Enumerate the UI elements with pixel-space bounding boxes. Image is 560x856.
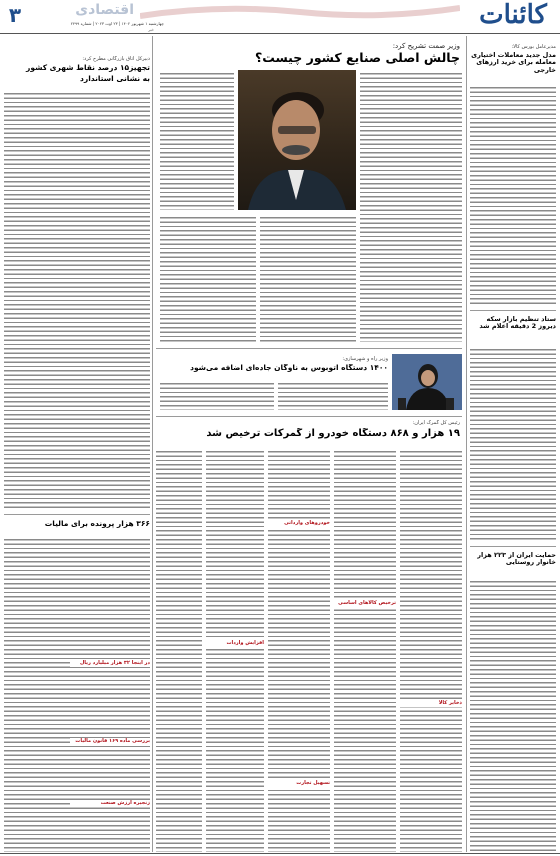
main-headline: چالش اصلی صنایع کشور چیست؟ [254, 51, 460, 65]
customs-story-body [400, 448, 462, 852]
customs-story-body [206, 448, 264, 852]
section-title: اقتصادی [75, 2, 134, 18]
customs-headline: ۱۹ هزار و ۸۶۸ دستگاه خودرو از گمرکات ترخیص شد [206, 428, 460, 439]
left-subhead: بررسی ماده ۱۶۹ قانون مالیات [70, 738, 150, 745]
main-story-body [360, 70, 462, 342]
right-story2-body [470, 346, 556, 542]
date-line: چهارشنبه ۱ شهریور ۱۴۰۲ | ۲۳ اوت ۲۰۲۳ | شماره ۲۴۹۹ [70, 21, 164, 26]
right-story1-body [470, 84, 556, 306]
page-number: ۳ [8, 3, 22, 27]
customs-kicker: رئیس کل گمرک ایران: [412, 420, 460, 426]
masthead-decoration [140, 0, 460, 20]
page-bottom-rule [0, 853, 560, 854]
left-story2-headline: ۳۶۶ هزار پرونده برای مالیات [44, 520, 150, 528]
left-story1-body [4, 90, 150, 510]
customs-subhead: ذخایر کالا [400, 700, 462, 707]
right-story1-headline: مدل جدید معاملات اختیاری معامله برای خرید ارزهای خارجی [471, 52, 556, 74]
main-story-body [160, 214, 256, 342]
customs-subhead: خودروهای وارداتی [268, 520, 330, 527]
customs-subhead: افزایش واردات [206, 640, 264, 647]
right-story2-headline: ستاد تنظیم بازار سکه دیروز 2 دقیقه اعلام شد [479, 316, 556, 331]
logo: کائنات [479, 0, 547, 30]
customs-story-body [334, 448, 396, 852]
minister-photo-2 [392, 354, 462, 410]
minister-photo [238, 70, 356, 210]
bus-headline: ۱۴۰۰ دستگاه اتوبوس به ناوگان جاده‌ای اضافه می‌شود [190, 364, 388, 372]
customs-subhead: تسهیل تجارت [268, 780, 330, 787]
right-story3-body [470, 578, 556, 852]
main-kicker: وزیر صمت تشریح کرد: [392, 42, 460, 50]
bus-story-body [278, 380, 388, 410]
masthead-rule [0, 33, 560, 34]
left-subhead: در اینجا ۳۲ هزار میلیارد ریال [70, 660, 150, 667]
customs-story-body [268, 448, 330, 852]
bus-kicker: وزیر راه و شهرسازی: [342, 356, 388, 362]
column-divider [152, 36, 153, 852]
right-story1-kicker: مدیرعامل بورس کالا: [511, 44, 556, 50]
section-label: خبر [148, 27, 154, 32]
column-divider [466, 36, 467, 852]
masthead [0, 0, 560, 34]
left-story1-headline-2: به نشانی استاندارد [80, 75, 150, 83]
right-story3-headline: حمایت ایران از ۲۲۳ هزار خانوار روستایی [477, 552, 556, 567]
main-story-body [160, 70, 234, 210]
customs-subhead: ترخیص کالاهای اساسی [334, 600, 396, 607]
bus-story-body [160, 380, 274, 410]
customs-story-body [156, 448, 202, 852]
main-story-body [260, 214, 356, 342]
left-subhead: زنجیره ارزش صنعت [70, 800, 150, 807]
left-story1-kicker: دبیرکل اتاق بازرگانی مطرح کرد: [82, 56, 150, 62]
left-story1-headline-1: تجهیز۱۵ درصد نقاط شهری کشور [26, 64, 150, 72]
